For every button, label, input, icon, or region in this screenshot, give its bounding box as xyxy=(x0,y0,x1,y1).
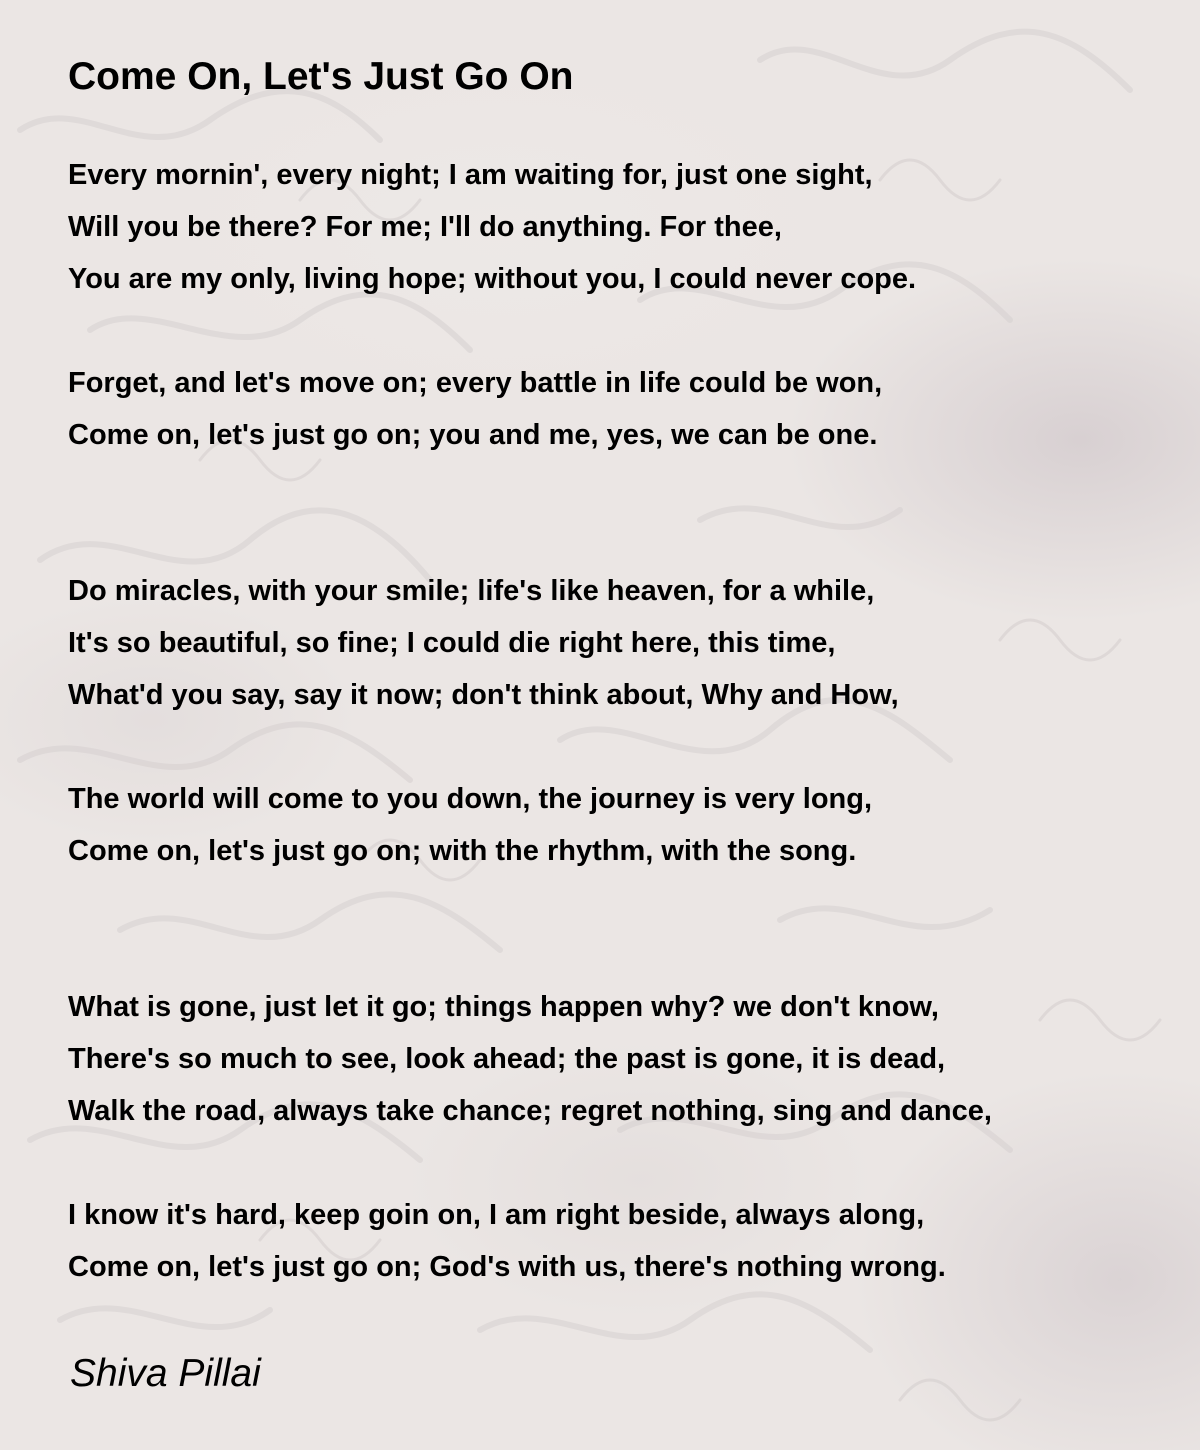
poem-author: Shiva Pillai xyxy=(70,1352,261,1395)
poem-line: What is gone, just let it go; things happen why? we don't know, xyxy=(68,991,939,1023)
poem-line: You are my only, living hope; without you, I could never cope. xyxy=(68,263,917,295)
stanza-1 xyxy=(68,149,916,305)
poem-line: Forget, and let's move on; every battle in life could be won, xyxy=(68,367,883,399)
poem-line: What'd you say, say it now; don't think about, Why and How, xyxy=(68,679,899,711)
poem-line: Come on, let's just go on; with the rhythm, with the song. xyxy=(68,835,857,867)
poem-line: Come on, let's just go on; you and me, yes, we can be one. xyxy=(68,419,878,451)
stanza-3 xyxy=(68,565,899,721)
stanza-6 xyxy=(68,1189,946,1293)
poem-line: Do miracles, with your smile; life's like heaven, for a while, xyxy=(68,575,875,607)
stanza-2 xyxy=(68,357,882,461)
poem-line: The world will come to you down, the journey is very long, xyxy=(68,783,873,815)
poem-line: Walk the road, always take chance; regret nothing, sing and dance, xyxy=(68,1095,992,1127)
poem-line: It's so beautiful, so fine; I could die right here, this time, xyxy=(68,627,836,659)
poem-line: Every mornin', every night; I am waiting for, just one sight, xyxy=(68,159,873,191)
stanza-5 xyxy=(68,981,992,1137)
poem-line: Will you be there? For me; I'll do anything. For thee, xyxy=(68,211,782,243)
poem-title: Come On, Let's Just Go On xyxy=(68,55,574,98)
poem-line: Come on, let's just go on; God's with us, there's nothing wrong. xyxy=(68,1251,946,1283)
poem-line: I know it's hard, keep goin on, I am right beside, always along, xyxy=(68,1199,925,1231)
stanza-4 xyxy=(68,773,872,877)
poem-line: There's so much to see, look ahead; the past is gone, it is dead, xyxy=(68,1043,946,1075)
